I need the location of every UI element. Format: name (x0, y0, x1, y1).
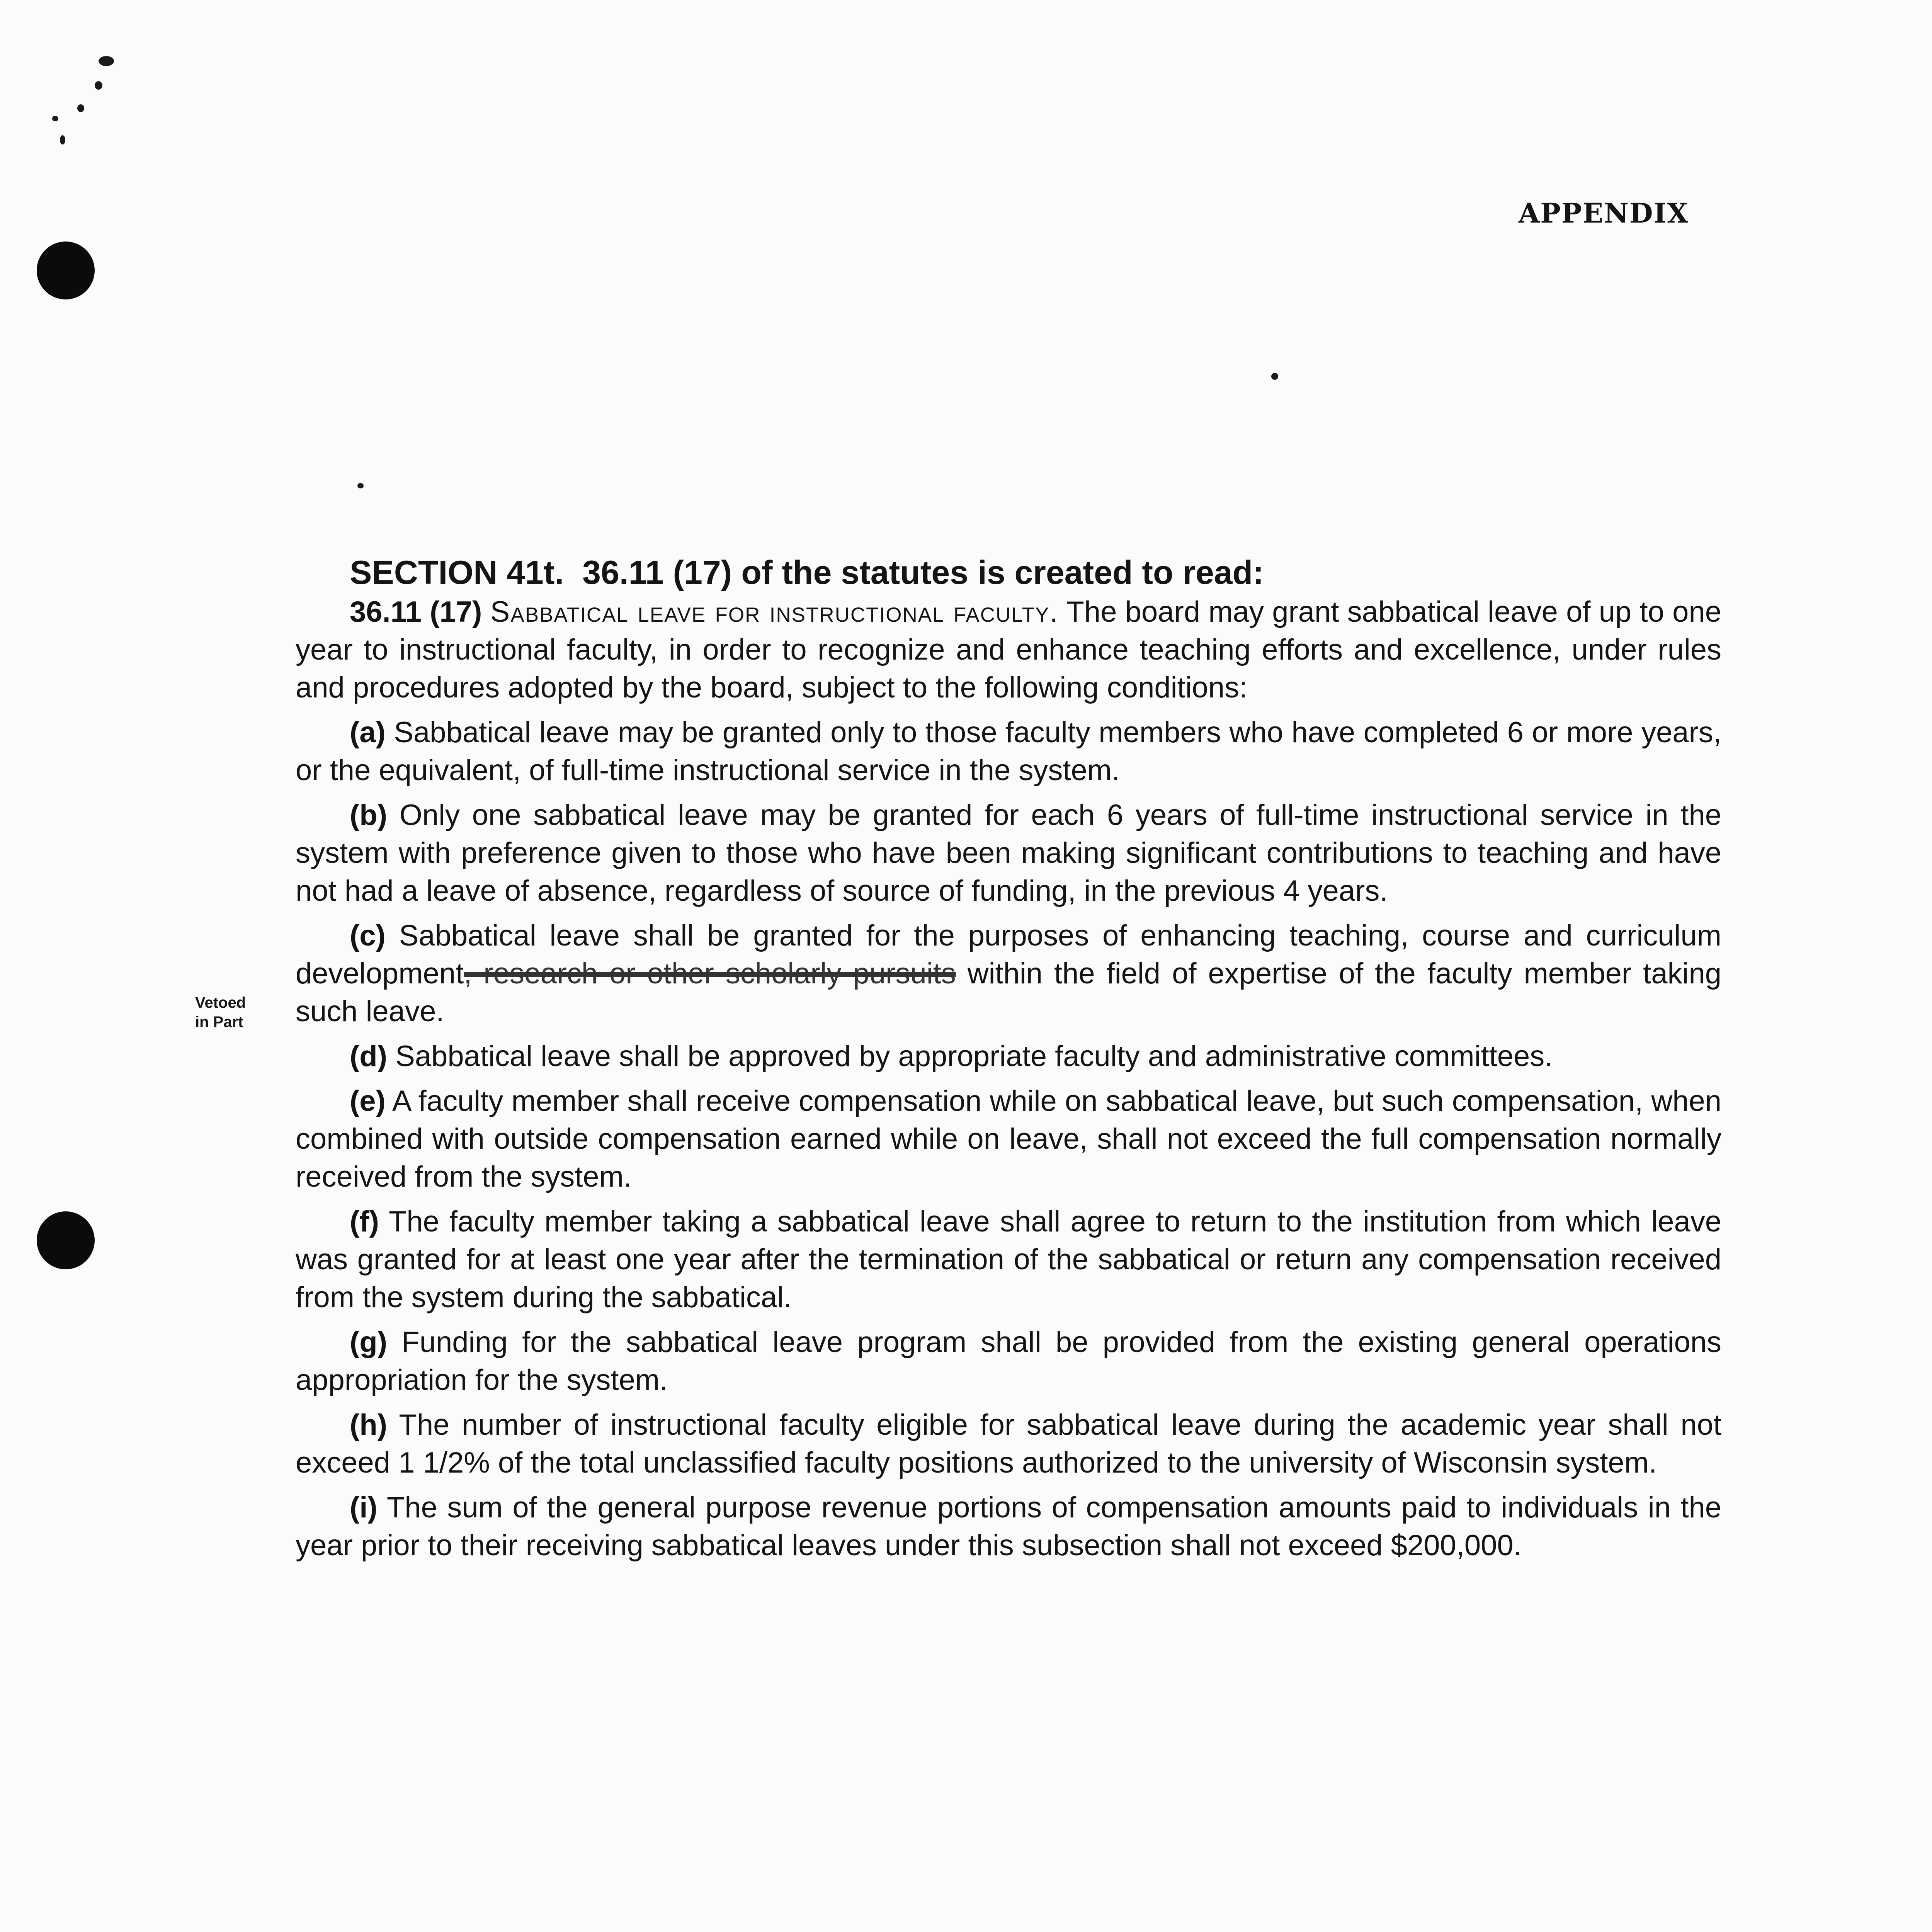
veto-note-line2: in Part (195, 1014, 243, 1031)
paragraph-letter: (f) (350, 1205, 379, 1238)
paragraph-c (296, 917, 1721, 1031)
paragraph-letter: (b) (350, 799, 388, 832)
paragraph-letter: (h) (350, 1408, 388, 1441)
scan-speck (357, 483, 364, 488)
paragraph-text: The number of instructional faculty eligible for sabbatical leave during the academic year shall not exceed 1 1/2% of the total unclassified faculty positions authorized to the university of Wisconsin system. (296, 1408, 1721, 1479)
scan-speck (60, 135, 65, 145)
punch-hole-middle (37, 1211, 95, 1269)
paragraph-text: The sum of the general purpose revenue portions of compensation amounts paid to individuals in the year prior to their receiving sabbatical leaves under this subsection shall not exceed $200,000. (296, 1491, 1721, 1562)
scan-speck (1271, 373, 1278, 380)
paragraph-letter: (a) (350, 716, 386, 749)
paragraph-g (296, 1323, 1721, 1399)
scan-speck (95, 81, 102, 90)
subsection-title: Sabbatical leave for instructional faculty. (490, 595, 1059, 628)
paragraph-f (296, 1203, 1721, 1316)
section-number: SECTION 41t. (350, 554, 564, 591)
intro-text: The board may grant sabbatical leave of up to one year to instructional faculty, in order to recognize and enhance teaching efforts and excellence, under rules and procedures adopted by the board, subject to the following conditions: (296, 595, 1721, 704)
paragraph-text: Only one sabbatical leave may be granted for each 6 years of full-time instructional service in the system with preference given to those who have been making significant contributions to teaching and have not had a leave of absence, regardless of source of funding, in the previous 4 years. (296, 799, 1721, 907)
paragraph-text: Sabbatical leave shall be approved by appropriate faculty and administrative committees. (395, 1040, 1553, 1073)
scan-speck (99, 56, 114, 66)
paragraph-letter: (c) (350, 919, 386, 952)
punch-hole-top (37, 242, 95, 299)
appendix-header: APPENDIX (1519, 197, 1689, 229)
paragraph-a (296, 714, 1721, 789)
paragraph-text: Sabbatical leave shall be granted for the purposes of enhancing teaching, course and curriculum development (296, 919, 1721, 990)
subsection-number: 36.11 (17) (350, 595, 482, 628)
scan-speck (52, 116, 58, 121)
paragraph-text: The faculty member taking a sabbatical leave shall agree to return to the institution from which leave was granted for at least one year after the termination of the sabbatical or return any compensation received from the system during the sabbatical. (296, 1205, 1721, 1314)
paragraph-letter: (g) (350, 1326, 388, 1359)
section-heading (350, 553, 1264, 592)
paragraph-e (296, 1082, 1721, 1196)
veto-note-line1: Vetoed (195, 994, 246, 1011)
scan-speck (77, 104, 84, 112)
paragraph-letter: (d) (350, 1040, 388, 1073)
paragraph-text-continued: within the field of expertise of the faculty member taking such leave. (296, 957, 1721, 1028)
intro-paragraph (296, 593, 1721, 707)
statute-reference: 36.11 (17) of the statutes is created to read: (582, 554, 1264, 591)
veto-margin-note (195, 993, 257, 1032)
paragraph-h (296, 1406, 1721, 1482)
paragraph-text: Funding for the sabbatical leave program shall be provided from the existing general operations appropriation for the system. (296, 1326, 1722, 1396)
statute-body (296, 593, 1721, 1571)
paragraph-letter: (e) (350, 1085, 386, 1117)
paragraph-text: Sabbatical leave may be granted only to those faculty members who have completed 6 or more years, or the equivalent, of full-time instructional service in the system. (296, 716, 1721, 787)
paragraph-d (296, 1037, 1721, 1075)
paragraph-b (296, 796, 1721, 910)
paragraph-text: A faculty member shall receive compensation while on sabbatical leave, but such compensation, when combined with outside compensation earned while on leave, shall not exceed the full compensation normally received from the system. (296, 1085, 1722, 1193)
vetoed-struck-text: , research or other scholarly pursuits (464, 957, 956, 990)
paragraph-i (296, 1489, 1721, 1565)
paragraph-letter: (i) (350, 1491, 378, 1524)
